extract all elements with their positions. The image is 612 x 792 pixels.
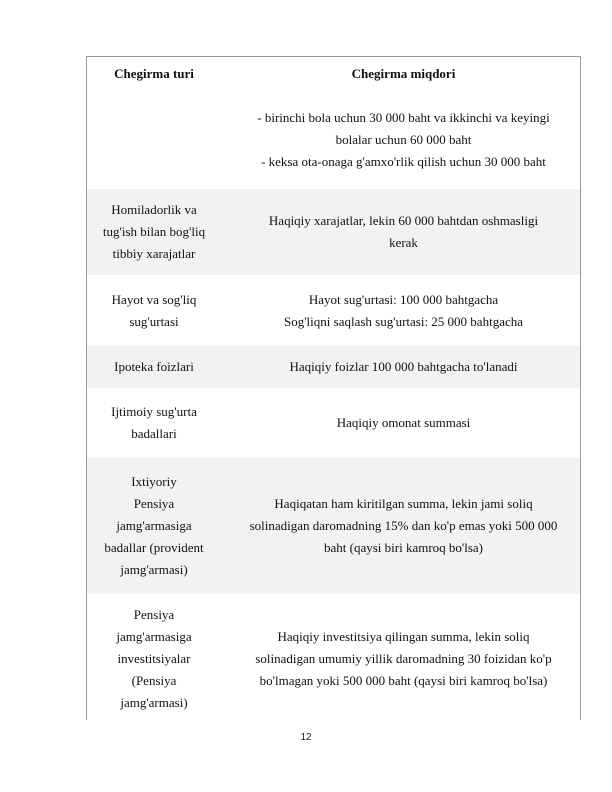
row-label-line: Ixtiyoriy <box>131 474 177 489</box>
row-label-line: badallar (provident <box>104 540 204 555</box>
row-value-line: baht (qaysi biri kamroq bo'lsa) <box>323 540 484 555</box>
row-label-cell <box>87 458 221 594</box>
table-row <box>87 279 580 342</box>
row-value-line: Sog'liqni saqlash sug'urtasi: 25 000 bahtgacha <box>283 313 523 329</box>
row-label-cell <box>87 189 221 275</box>
row-value-cell <box>231 189 576 275</box>
table-row <box>87 598 580 720</box>
row-label-line: jamg'armasiga <box>116 518 192 533</box>
page-number: 12 <box>300 732 312 743</box>
row-label-line: jamg'armasi) <box>120 562 188 577</box>
row-value-cell <box>231 598 576 720</box>
table-row <box>87 346 580 388</box>
row-value-line: Haqiqiy xarajatlar, lekin 60 000 bahtdan oshmasligi <box>268 213 539 228</box>
row-value-line: - keksa ota-onaga g'amxo'rlik qilish uchun 30 000 baht <box>261 154 546 169</box>
row-label-line: tibbiy xarajatlar <box>112 246 196 261</box>
row-value-line: Hayot sug'urtasi: 100 000 bahtgacha <box>308 291 499 307</box>
row-label-line: Pensiya <box>133 496 175 511</box>
row-value-cell <box>231 95 576 185</box>
row-value-cell <box>231 346 576 388</box>
table-row <box>87 95 580 185</box>
row-label-line: Ijtimoiy sug'urta <box>111 404 197 419</box>
row-label-cell <box>87 95 221 185</box>
row-value-cell <box>231 279 576 342</box>
header-deduction-amount: Chegirma miqdori <box>351 66 456 81</box>
table-header-row <box>87 58 580 90</box>
row-label-line: badallari <box>131 426 177 441</box>
header-cell-deduction-amount <box>231 58 576 90</box>
row-label-line: Hayot va sog'liq <box>111 291 197 307</box>
row-label-line: sug'urtasi <box>129 313 179 329</box>
row-value-line: solinadigan umumiy yillik daromadning 30 foizidan ko'p <box>255 651 552 666</box>
table-row <box>87 392 580 454</box>
row-label-cell <box>87 598 221 720</box>
row-label-line: (Pensiya <box>131 673 177 688</box>
row-value-line: bo'lmagan yoki 500 000 baht (qaysi biri kamroq bo'lsa) <box>259 673 548 688</box>
row-value-line: Haqiqiy foizlar 100 000 bahtgacha to'lanadi <box>289 359 518 374</box>
row-label-cell <box>87 392 221 454</box>
header-deduction-type: Chegirma turi <box>114 66 194 81</box>
row-value-line: solinadigan daromadning 15% dan ko'p emas yoki 500 000 <box>249 518 558 533</box>
row-label-line: jamg'armasiga <box>116 629 192 644</box>
row-value-cell <box>231 392 576 454</box>
row-label-cell <box>87 346 221 388</box>
row-value-line: bolalar uchun 60 000 baht <box>335 132 472 147</box>
row-label-line: Homiladorlik va <box>111 202 197 217</box>
table-row <box>87 189 580 275</box>
row-value-cell <box>231 458 576 594</box>
row-label-line: Ipoteka foizlari <box>114 359 194 374</box>
row-value-line: Haqiqatan ham kiritilgan summa, lekin jami soliq <box>274 496 533 511</box>
row-label-line: jamg'armasi) <box>120 695 188 710</box>
row-value-line: kerak <box>389 235 418 250</box>
row-label-cell <box>87 279 221 342</box>
header-cell-deduction-type <box>87 58 221 90</box>
row-label-line: tug'ish bilan bog'liq <box>102 224 206 239</box>
row-value-line: - birinchi bola uchun 30 000 baht va ikkinchi va keyingi <box>257 110 550 125</box>
row-value-line: Haqiqiy investitsiya qilingan summa, lekin soliq <box>277 629 530 644</box>
table-row <box>87 458 580 594</box>
row-label-line: Pensiya <box>133 607 175 622</box>
row-label-line: investitsiyalar <box>117 651 191 666</box>
row-value-line: Haqiqiy omonat summasi <box>336 415 471 430</box>
